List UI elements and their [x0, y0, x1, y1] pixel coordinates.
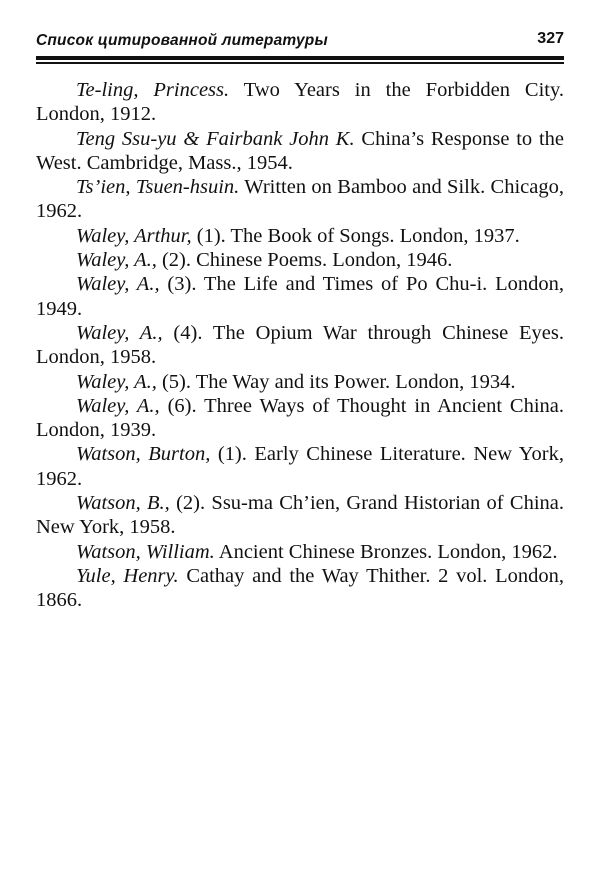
entry-text: (1). Early Chinese Literature. New York, 1962.	[36, 443, 564, 490]
bibliography-entry	[36, 224, 564, 248]
bibliography-list	[36, 78, 564, 613]
entry-text: (4). The Opium War through Chinese Eyes. London, 1958.	[36, 321, 565, 369]
entry-text: (1). The Book of Songs. London, 1937.	[196, 224, 520, 247]
header-rule-thick	[36, 56, 564, 60]
entry-text: (6). Three Ways of Thought in Ancient China. London, 1939.	[36, 394, 565, 442]
page-number: 327	[537, 30, 564, 47]
entry-text: Two Years in the Forbidden City. London, 1912.	[36, 79, 564, 126]
bibliography-entry	[36, 564, 564, 613]
entry-text: China’s Response to the West. Cambridge, Mass., 1954.	[36, 127, 564, 174]
bibliography-entry	[36, 127, 564, 176]
bibliography-entry	[36, 540, 564, 564]
bibliography-entry	[36, 394, 564, 443]
bibliography-entry	[36, 78, 564, 127]
entry-author: Waley, A.,	[76, 321, 163, 344]
bibliography-entry	[36, 175, 564, 224]
bibliography-entry	[36, 321, 564, 370]
running-title: Список цитированной литературы	[36, 32, 328, 49]
entry-author: Ts’ien, Tsuen-hsuin.	[76, 176, 240, 199]
entry-author: Waley, A.,	[76, 394, 160, 417]
entry-author: Waley, A.,	[76, 249, 157, 272]
page-header	[36, 30, 564, 54]
entry-author: Waley, A.,	[76, 273, 160, 296]
entry-text: (5). The Way and its Power. London, 1934.	[161, 370, 516, 393]
entry-author: Yule, Henry.	[76, 564, 179, 587]
entry-author: Teng Ssu-yu & Fairbank John K.	[76, 127, 355, 150]
bibliography-entry	[36, 272, 564, 321]
entry-text: Ancient Chinese Bronzes. London, 1962.	[218, 540, 558, 563]
entry-author: Watson, Burton,	[76, 443, 211, 466]
entry-author: Waley, A.,	[76, 370, 157, 393]
entry-author: Waley, Arthur,	[76, 224, 192, 247]
entry-author: Te-ling, Princess.	[76, 79, 230, 101]
entry-text: Cathay and the Way Thither. 2 vol. London, 1866.	[36, 564, 564, 612]
entry-author: Watson, B.,	[76, 492, 170, 515]
bibliography-entry	[36, 491, 564, 540]
entry-author: Watson, William.	[76, 540, 215, 563]
bibliography-entry	[36, 442, 564, 491]
bibliography-entry	[36, 248, 564, 272]
header-rule-thin	[36, 62, 564, 64]
entry-text: (2). Chinese Poems. London, 1946.	[161, 249, 453, 272]
entry-text: (2). Ssu-ma Ch’ien, Grand Historian of China. New York, 1958.	[36, 492, 564, 539]
bibliography-entry	[36, 370, 564, 394]
entry-text: (3). The Life and Times of Po Chu-i. London, 1949.	[36, 273, 565, 320]
entry-text: Written on Bamboo and Silk. Chicago, 1962.	[36, 176, 564, 223]
